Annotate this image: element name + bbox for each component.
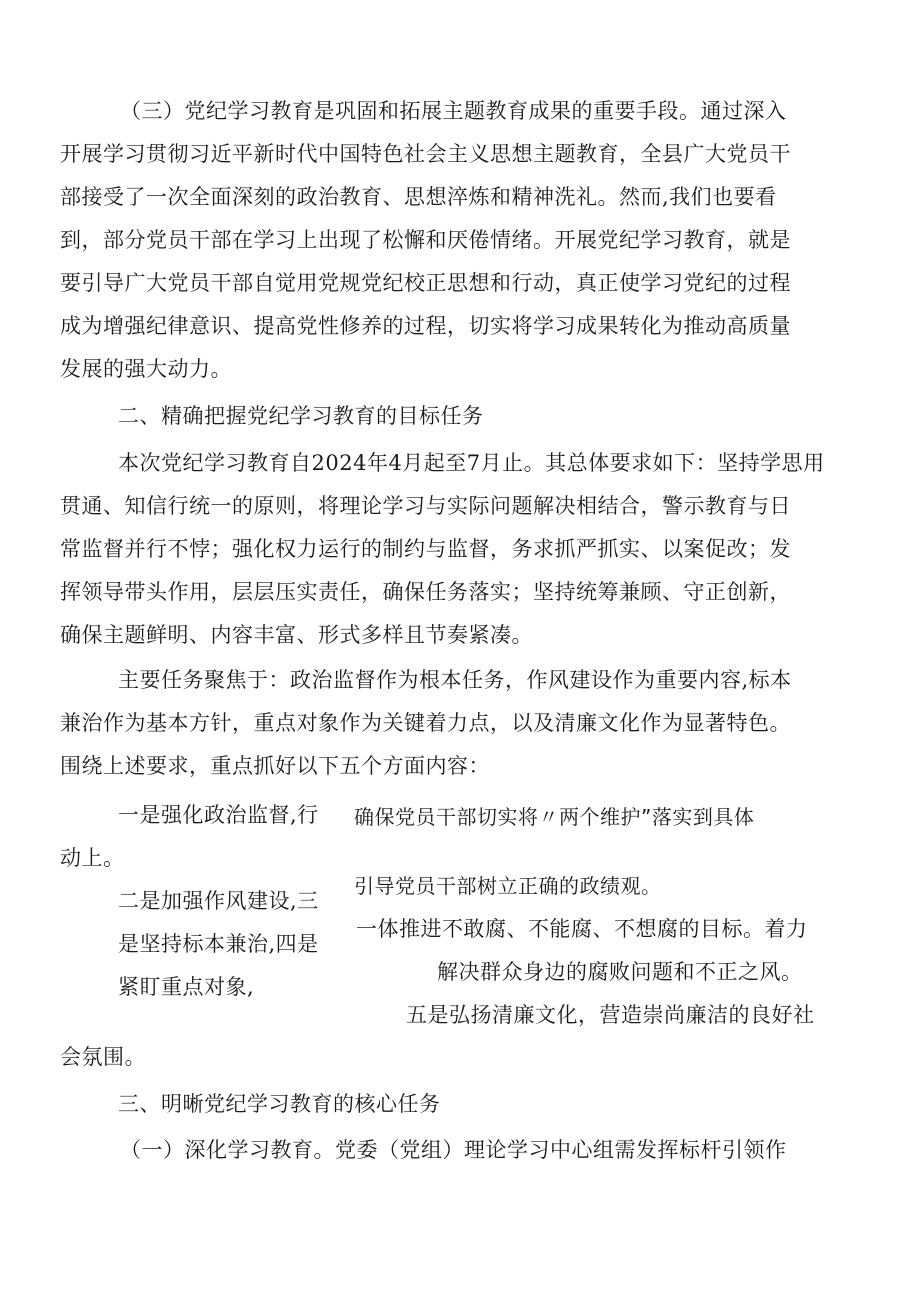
section-heading-2: 二、精确把握党纪学习教育的目标任务 [118, 404, 484, 428]
paragraph-1-line-1: （三）党纪学习教育是巩固和拓展主题教育成果的重要手段。通过深入 [120, 99, 787, 123]
paragraph-1-line-7: 发展的强大动力。 [60, 357, 232, 381]
task-4-right: 解决群众身边的腐败问题和不正之风。 [437, 960, 803, 984]
paragraph-1-line-6: 成为增强纪律意识、提高党性修养的过程，切实将学习成果转化为推动高质量 [60, 314, 791, 338]
paragraph-3-line-3: 围绕上述要求，重点抓好以下五个方面内容： [60, 754, 490, 778]
paragraph-4-line-1: （一）深化学习教育。党委（党组）理论学习中心组需发挥标杆引领作 [120, 1138, 787, 1162]
paragraph-1-line-2: 开展学习贯彻习近平新时代中国特色社会主义思想主题教育，全县广大党员干 [60, 142, 791, 166]
task-1-continuation: 动上。 [60, 846, 125, 870]
task-2-right: 引导党员干部树立正确的政绩观。 [354, 874, 662, 898]
task-4-left: 紧盯重点对象, [118, 975, 255, 999]
task-5: 五是弘扬清廉文化，营造崇尚廉洁的良好社 [406, 1003, 815, 1027]
paragraph-2-line-3: 常监督并行不悖；强化权力运行的制约与监督，务求抓严抓实、以案促改；发 [60, 537, 791, 561]
task-2-left: 二是加强作风建设,三 [118, 889, 319, 913]
task-1-right: 确保党员干部切实将〃两个维护”落实到具体 [354, 805, 755, 829]
paragraph-1-line-3: 部接受了一次全面深刻的政治教育、思想淬炼和精神洗礼。然而,我们也要看 [60, 185, 777, 209]
section-heading-3: 三、明晰党纪学习教育的核心任务 [118, 1092, 441, 1116]
paragraph-2-line-1: 本次党纪学习教育自2024年4月起至7月止。其总体要求如下：坚持学思用 [118, 451, 825, 475]
paragraph-2-line-2: 贯通、知信行统一的原则，将理论学习与实际问题解决相结合，警示教育与日 [60, 494, 791, 518]
paragraph-3-line-2: 兼治作为基本方针，重点对象作为关键着力点，以及清廉文化作为显著特色。 [60, 711, 791, 735]
paragraph-1-line-5: 要引导广大党员干部自觉用党规党纪校正思想和行动，真正使学习党纪的过程 [60, 271, 791, 295]
task-3-left: 是坚持标本兼治,四是 [118, 932, 319, 956]
task-3-right: 一体推进不敢腐、不能腐、不想腐的目标。着力 [356, 917, 808, 941]
task-1-left: 一是强化政治监督,行 [118, 803, 319, 827]
paragraph-1-line-4: 到，部分党员干部在学习上出现了松懈和厌倦情绪。开展党纪学习教育，就是 [60, 228, 791, 252]
paragraph-3-line-1: 主要任务聚焦于：政治监督作为根本任务，作风建设作为重要内容,标本 [118, 668, 792, 692]
paragraph-2-line-4: 挥领导带头作用，层层压实责任，确保任务落实；坚持统筹兼顾、守正创新， [60, 580, 791, 604]
task-5-continuation: 会氛围。 [60, 1045, 146, 1069]
paragraph-2-line-5: 确保主题鲜明、内容丰富、形式多样且节奏紧凑。 [60, 623, 533, 647]
